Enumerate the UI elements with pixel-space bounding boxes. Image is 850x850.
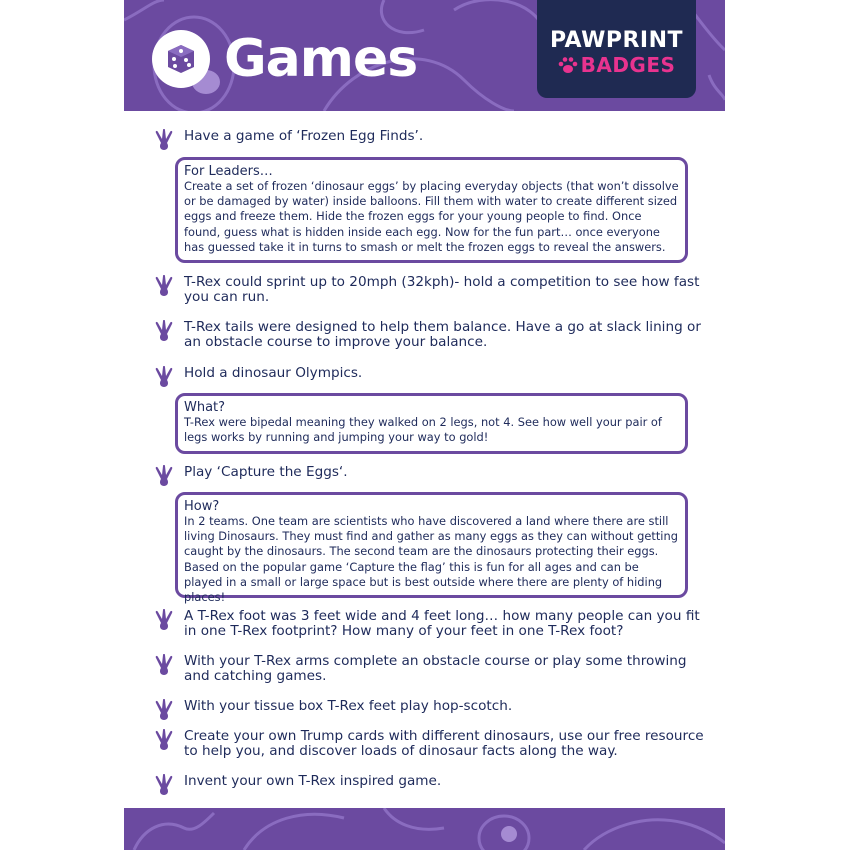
item-text: T-Rex could sprint up to 20mph (32kph)- hold a competition to see how fast you can run. xyxy=(184,274,700,305)
info-box xyxy=(175,393,688,454)
box-heading: How? xyxy=(184,499,220,514)
dinosaur-footprint-icon xyxy=(154,609,174,631)
list-item xyxy=(154,275,714,305)
dinosaur-footprint-icon xyxy=(154,699,174,721)
dinosaur-footprint-icon xyxy=(154,465,174,487)
dinosaur-footprint-icon xyxy=(154,654,174,676)
list-item xyxy=(154,654,714,684)
list-item xyxy=(154,465,714,487)
item-text: Have a game of ‘Frozen Egg Finds’. xyxy=(184,128,424,144)
item-text: T-Rex tails were designed to help them balance. Have a go at slack lining or an obstacle course to improve your balance. xyxy=(184,319,701,350)
page xyxy=(124,0,725,850)
box-heading: For Leaders… xyxy=(184,164,273,179)
pawprint-badges-logo xyxy=(537,0,696,98)
item-text: Invent your own T-Rex inspired game. xyxy=(184,773,442,789)
page-title: Games xyxy=(224,29,418,89)
box-text: T-Rex were bipedal meaning they walked on 2 legs, not 4. See how well your pair of legs works by running and jumping your way to gold! xyxy=(184,415,662,445)
dinosaur-footprint-icon xyxy=(154,774,174,796)
list-item xyxy=(154,129,714,151)
dinosaur-footprint-icon xyxy=(154,275,174,297)
item-text: Hold a dinosaur Olympics. xyxy=(184,365,363,381)
dice-icon xyxy=(152,30,210,88)
box-text: In 2 teams. One team are scientists who have discovered a land where there are still living Dinosaurs. They must find and gather as many eggs as they can without getting caught by the dinosaurs. The second team are the dinosaurs protecting their eggs. Based on the popular game ‘Capture the flag’ this is fun for all ages and can be played in a small or large space but is best outside where there are plenty of hiding places! xyxy=(184,514,678,605)
list-item xyxy=(154,320,714,350)
dinosaur-footprint-icon xyxy=(154,320,174,342)
list-item xyxy=(154,609,714,639)
logo-line2-group xyxy=(537,53,696,77)
list-item xyxy=(154,366,714,388)
list-item xyxy=(154,729,714,759)
list-item xyxy=(154,699,714,721)
dinosaur-footprint-icon xyxy=(154,729,174,751)
dinosaur-footprint-icon xyxy=(154,366,174,388)
item-text: With your tissue box T-Rex feet play hop-scotch. xyxy=(184,698,513,714)
item-text: Play ‘Capture the Eggs‘. xyxy=(184,464,348,480)
info-box xyxy=(175,157,688,263)
list-item xyxy=(154,774,714,796)
logo-line1: PAWPRINT xyxy=(549,28,684,53)
dinosaur-pattern-decoration xyxy=(124,808,725,850)
dinosaur-footprint-icon xyxy=(154,129,174,151)
header-banner xyxy=(124,0,725,111)
footer-banner xyxy=(124,808,725,850)
item-text: Create your own Trump cards with different dinosaurs, use our free resource to help you, and discover loads of dinosaur facts along the way. xyxy=(184,728,704,759)
item-text: With your T-Rex arms complete an obstacle course or play some throwing and catching games. xyxy=(184,653,687,684)
title-group xyxy=(152,30,417,88)
info-box xyxy=(175,492,688,605)
box-text: Create a set of frozen ‘dinosaur eggs’ by placing everyday objects (that won’t dissolve or be damaged by water) inside balloons. Fill them with water to create different sized eggs and freeze them. Hide the frozen eggs for your young people to find. Once found, guess what is hidden inside each egg. Now for the fun part… once everyone has guessed take it in turns to smash or melt the frozen eggs to reveal the answers. xyxy=(184,179,679,254)
paw-icon xyxy=(558,56,578,74)
item-text: A T-Rex foot was 3 feet wide and 4 feet long… how many people can you fit in one T-Rex footprint? How many of your feet in one T-Rex foot? xyxy=(184,608,700,639)
logo-line2: BADGES xyxy=(580,53,676,77)
box-heading: What? xyxy=(184,400,226,415)
